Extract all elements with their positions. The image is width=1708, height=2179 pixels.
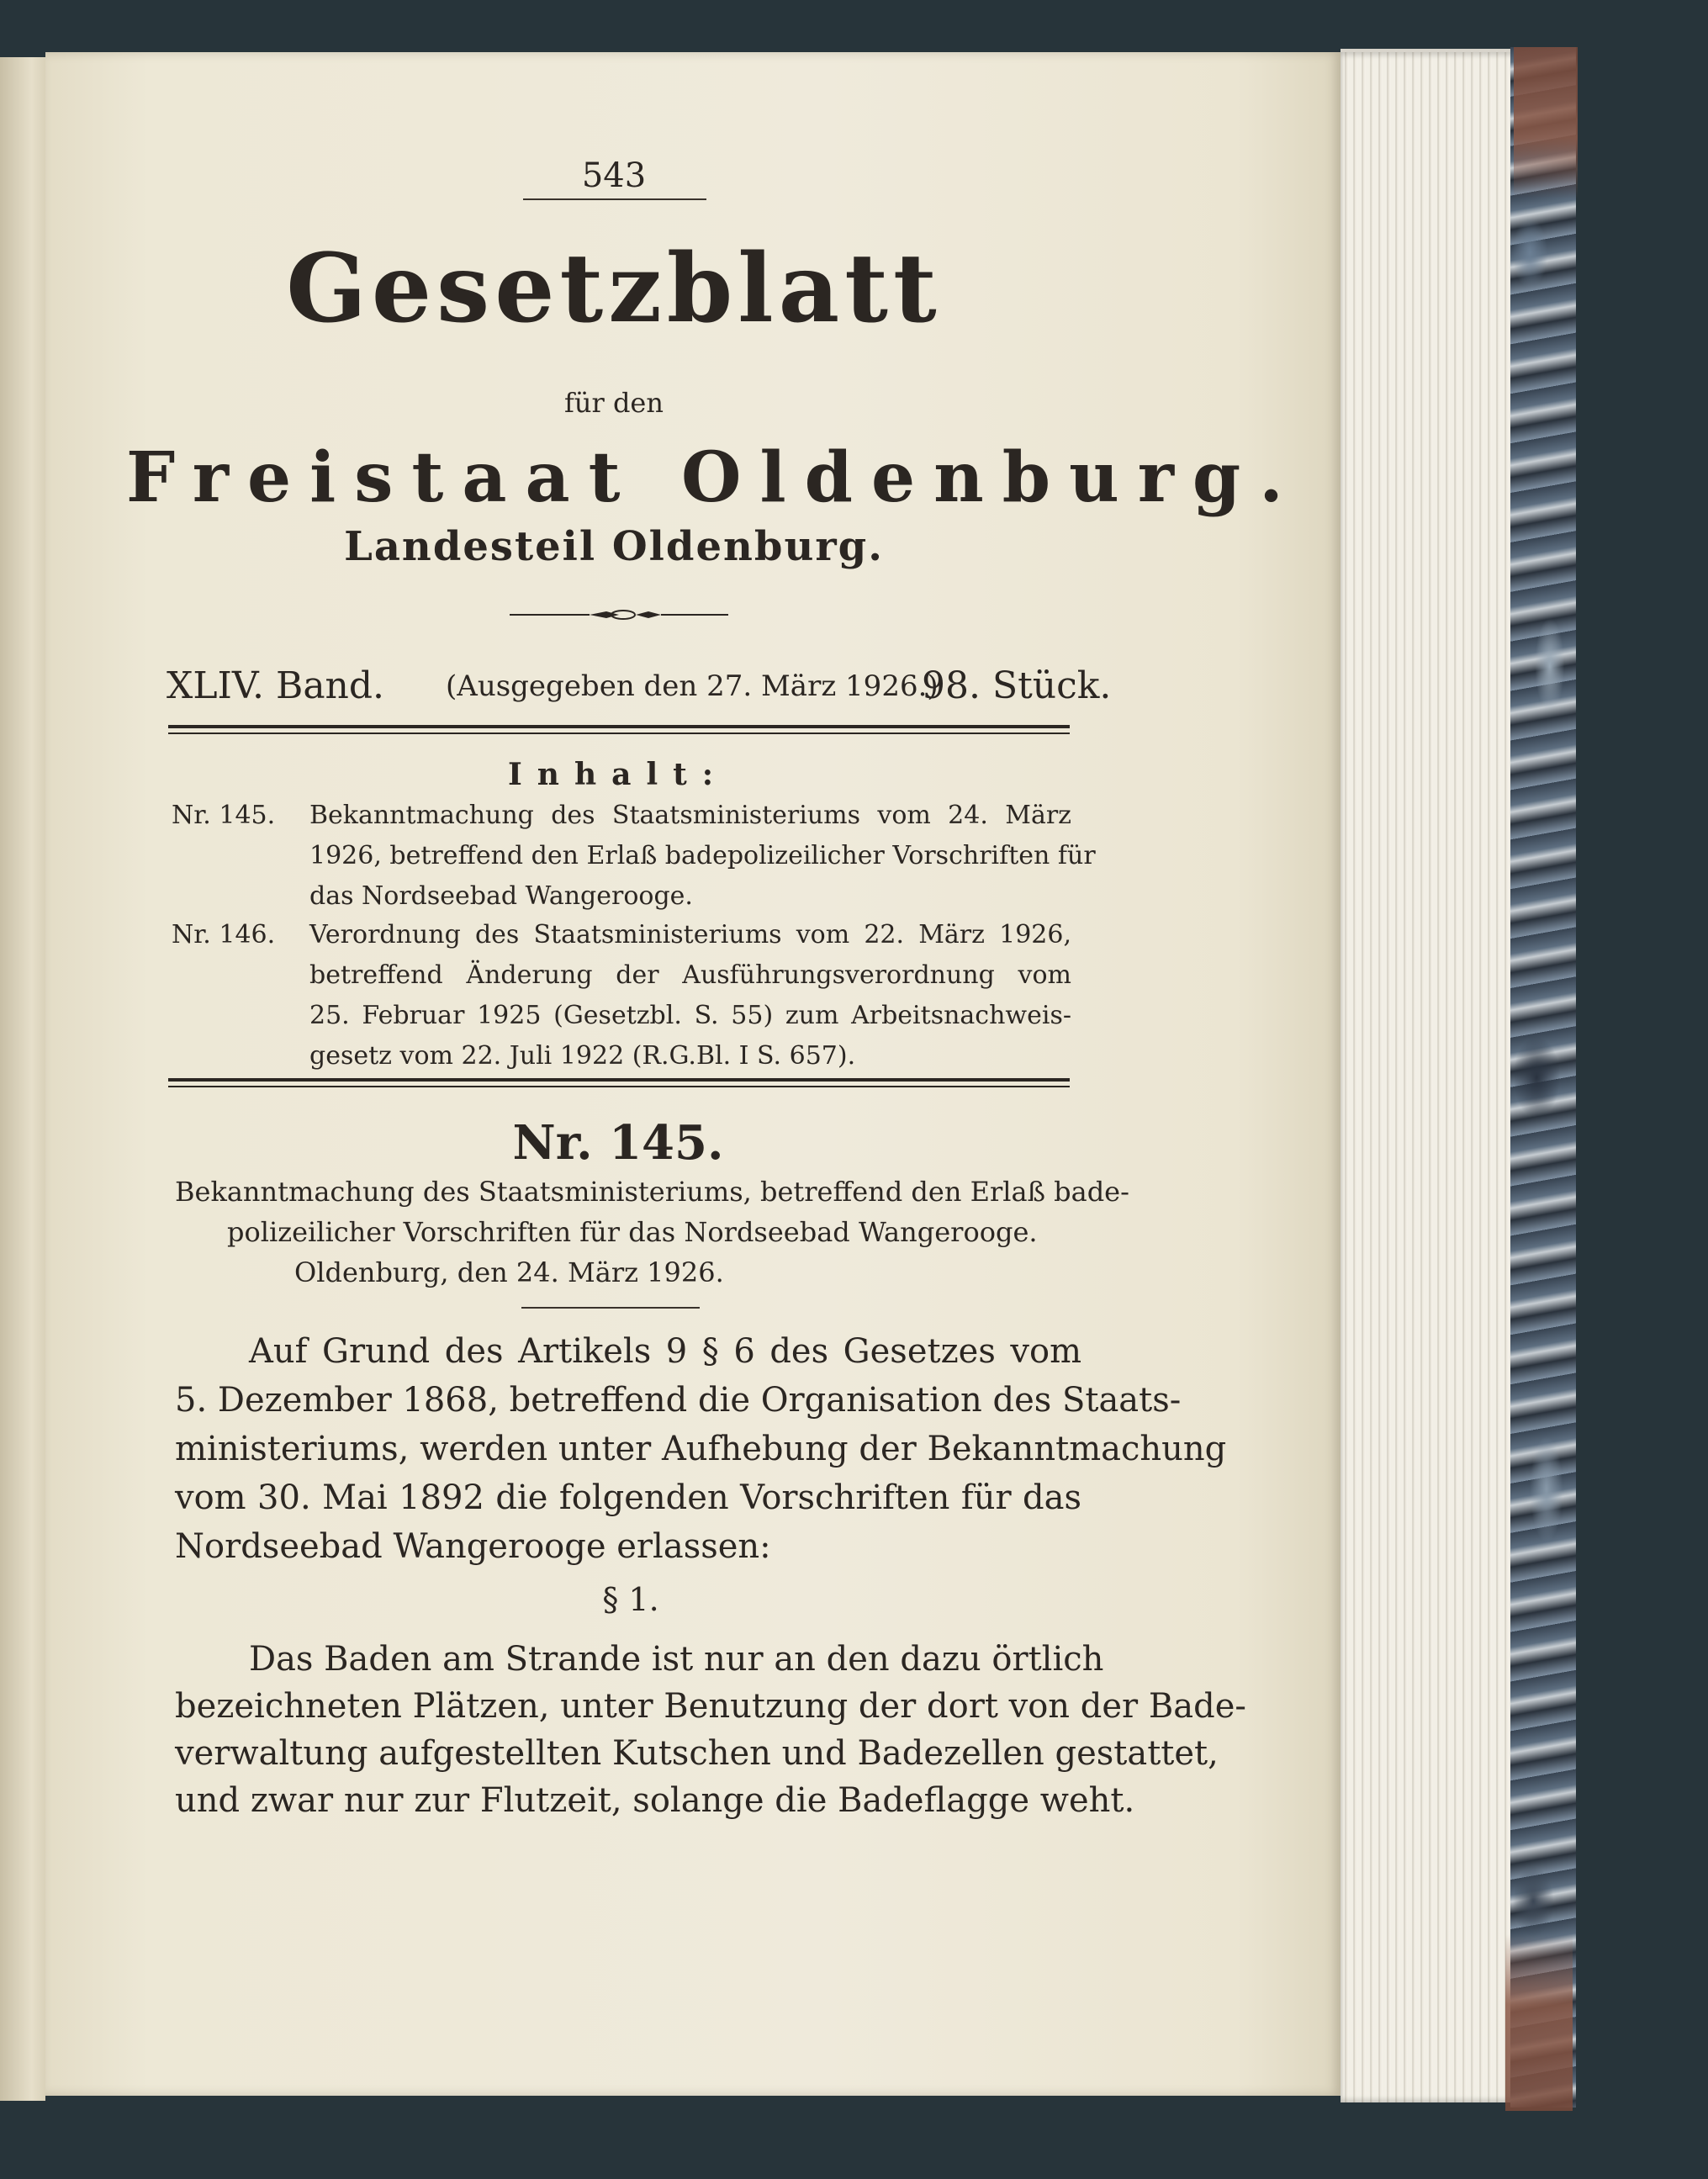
- section-line: verwaltung aufgestellten Kutschen und Badezellen gestattet,: [175, 1734, 1219, 1773]
- cover-corner-top: [1514, 47, 1578, 198]
- region-name: Landesteil Oldenburg.: [344, 523, 884, 570]
- announcement-rule: [521, 1307, 700, 1309]
- piece-number: 98. Stück.: [922, 664, 1112, 707]
- preamble-line: 5. Dezember 1868, betreffend die Organisation des Staats-: [175, 1381, 1182, 1420]
- cover-corner-bottom: [1505, 1934, 1573, 2111]
- toc-entry-line: gesetz vom 22. Juli 1922 (R.G.Bl. I S. 657).: [309, 1041, 856, 1071]
- gazette-subtitle-prefix: für den: [564, 387, 664, 419]
- ornament-divider-icon: [510, 609, 728, 621]
- announcement-title-line: polizeilicher Vorschriften für das Nordseebad Wangerooge.: [227, 1216, 1038, 1248]
- marbled-cover: [1510, 47, 1576, 2108]
- gazette-title: Gesetzblatt: [286, 234, 942, 344]
- preamble-line: ministeriums, werden unter Aufhebung der Bekanntmachung: [175, 1430, 1227, 1468]
- section-line: und zwar nur zur Flutzeit, solange die Badeflagge weht.: [175, 1781, 1135, 1820]
- preamble-line: Auf Grund des Artikels 9 § 6 des Gesetzes vom: [249, 1332, 1081, 1371]
- toc-entry-line: das Nordseebad Wangerooge.: [309, 881, 693, 911]
- preamble-line: Nordseebad Wangerooge erlassen:: [175, 1527, 771, 1566]
- toc-entry-line: Bekanntmachung des Staatsministeriums vom 24. März: [309, 801, 1071, 830]
- section-line: Das Baden am Strande ist nur an den dazu örtlich: [249, 1640, 1104, 1679]
- page-stack-edge: [1340, 52, 1517, 2102]
- previous-page-edge: [0, 57, 45, 2101]
- preamble-line: vom 30. Mai 1892 die folgenden Vorschriften für das: [175, 1478, 1081, 1517]
- section-heading: § 1.: [602, 1581, 659, 1618]
- toc-entry-line: Verordnung des Staatsministeriums vom 22. März 1926,: [309, 920, 1071, 949]
- announcement-number: Nr. 145.: [512, 1115, 724, 1171]
- toc-entry-line: 1926, betreffend den Erlaß badepolizeilicher Vorschriften für: [309, 841, 1096, 870]
- contents-heading: Inhalt:: [507, 757, 729, 792]
- section-line: bezeichneten Plätzen, unter Benutzung der dort von der Bade-: [175, 1687, 1246, 1726]
- state-name: Freistaat Oldenburg.: [126, 437, 1302, 518]
- announcement-title-line: Bekanntmachung des Staatsministeriums, betreffend den Erlaß bade-: [175, 1176, 1129, 1208]
- double-rule-top: [168, 725, 1070, 734]
- issue-date: (Ausgegeben den 27. März 1926.): [446, 669, 939, 703]
- volume-label: XLIV. Band.: [167, 664, 385, 707]
- toc-entry-line: 25. Februar 1925 (Gesetzbl. S. 55) zum Arbeitsnachweis-: [309, 1001, 1071, 1030]
- toc-entry-number: Nr. 145.: [172, 801, 276, 830]
- toc-entry-line: betreffend Änderung der Ausführungsverordnung vom: [309, 960, 1071, 990]
- announcement-place-date: Oldenburg, den 24. März 1926.: [294, 1256, 724, 1288]
- toc-entry-number: Nr. 146.: [172, 920, 276, 949]
- page-number-rule: [523, 198, 706, 200]
- page-number: 543: [581, 156, 647, 195]
- double-rule-bottom: [168, 1078, 1070, 1087]
